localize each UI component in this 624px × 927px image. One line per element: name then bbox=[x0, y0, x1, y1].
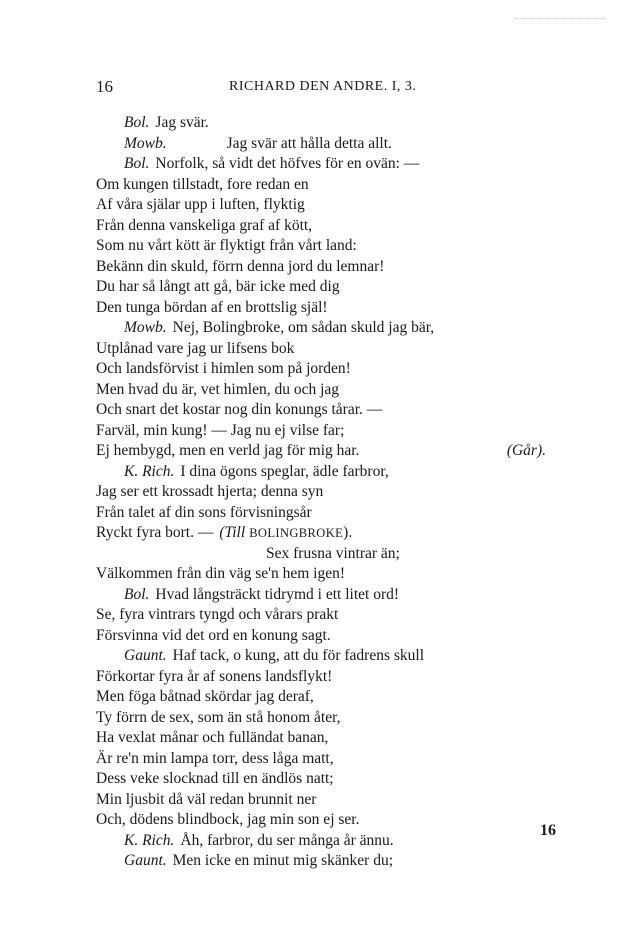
verse-line bbox=[96, 626, 542, 647]
speaker-name: Mowb. bbox=[124, 319, 167, 336]
verse-line bbox=[96, 605, 542, 626]
verse-line bbox=[96, 482, 542, 503]
verse-line bbox=[96, 134, 542, 155]
verse-line bbox=[96, 503, 542, 524]
line-text: Bekänn din skuld, förrn denna jord du lemnar! bbox=[96, 257, 385, 275]
verse-line bbox=[96, 257, 542, 278]
line-text: Farväl, min kung! — Jag nu ej vilse far; bbox=[96, 421, 345, 439]
line-text: I dina ögons speglar, ädle farbror, bbox=[180, 462, 389, 480]
speaker-name: K. Rich. bbox=[124, 462, 175, 480]
verse-line bbox=[96, 667, 542, 688]
verse-line bbox=[96, 236, 542, 257]
line-text: Om kungen tillstadt, fore redan en bbox=[96, 175, 309, 193]
line-text: Min ljusbit då väl redan brunnit ner bbox=[96, 790, 317, 808]
line-text: Välkommen från din väg se'n hem igen! bbox=[96, 565, 345, 582]
line-text: Men hvad du är, vet himlen, du och jag bbox=[96, 380, 340, 398]
speaker-name: Gaunt. bbox=[124, 647, 167, 664]
verse-line bbox=[96, 585, 542, 606]
verse-line bbox=[96, 523, 542, 544]
verse-line bbox=[96, 564, 542, 585]
line-text: Men föga båtnad skördar jag deraf, bbox=[96, 688, 314, 705]
line-text: Och snart det kostar nog din konungs tårar. — bbox=[96, 401, 383, 418]
verse-line bbox=[96, 687, 542, 708]
line-text: Från talet af din sons förvisningsår bbox=[96, 503, 312, 521]
line-text: Och landsförvist i himlen som på jorden! bbox=[96, 360, 351, 377]
line-text: Försvinna vid det ord en konung sagt. bbox=[96, 626, 331, 644]
line-text: Är re'n min lampa torr, dess låga matt, bbox=[96, 749, 334, 767]
verse-line bbox=[96, 400, 542, 421]
verse-line bbox=[96, 175, 542, 196]
verse-line bbox=[96, 769, 542, 790]
line-text: Jag svär att hålla detta allt. bbox=[226, 134, 392, 152]
verse-line bbox=[96, 318, 542, 339]
verse-line bbox=[96, 810, 542, 831]
line-text: Af våra själar upp i luften, flyktig bbox=[96, 196, 305, 213]
line-text: Sex frusna vintrar än; bbox=[266, 544, 400, 562]
page-header bbox=[96, 76, 452, 98]
verse-line bbox=[96, 441, 546, 462]
line-text: Du har så långt att gå, bär icke med dig bbox=[96, 278, 340, 295]
line-text: Dess veke slocknad till en ändlös natt; bbox=[96, 770, 334, 787]
verse-line bbox=[96, 646, 542, 667]
exit-stage-direction: (Går). bbox=[506, 442, 546, 459]
line-text: Åh, farbror, du ser många år ännu. bbox=[180, 831, 394, 849]
verse-line bbox=[96, 216, 542, 237]
line-text: Förkortar fyra år af sonens landsflykt! bbox=[96, 667, 333, 685]
verse-line bbox=[96, 339, 542, 360]
signature-mark: 16 bbox=[540, 822, 556, 839]
line-text: Hvad långsträckt tidrymd i ett litet ord! bbox=[155, 585, 400, 603]
verse-line bbox=[96, 277, 542, 298]
scan-speck bbox=[515, 18, 605, 21]
line-text: Från denna vanskeliga graf af kött, bbox=[96, 216, 313, 234]
speaker-name: Bol. bbox=[124, 114, 150, 131]
line-text: Utplånad vare jag ur lifsens bok bbox=[96, 339, 295, 357]
speaker-name: Mowb. bbox=[124, 134, 167, 152]
verse-line bbox=[96, 421, 542, 442]
verse-line bbox=[96, 298, 542, 319]
verse-line bbox=[96, 831, 542, 852]
line-text: Jag ser ett krossadt hjerta; denna syn bbox=[96, 483, 324, 500]
running-title: RICHARD DEN ANDRE. I, 3. bbox=[229, 79, 417, 94]
line-text: Ryckt fyra bort. — bbox=[96, 524, 214, 541]
stage-direction-end: ). bbox=[343, 524, 353, 541]
verse-line bbox=[96, 195, 542, 216]
stage-direction: (Till bbox=[219, 524, 246, 541]
verse-line bbox=[96, 380, 542, 401]
speaker-name: K. Rich. bbox=[124, 831, 175, 849]
verse-line bbox=[96, 462, 542, 483]
verse-line bbox=[96, 359, 542, 380]
verse-line bbox=[96, 708, 542, 729]
line-text: Som nu vårt kött är flyktigt från vårt land: bbox=[96, 237, 357, 254]
verse-text bbox=[96, 113, 546, 872]
line-text: Nej, Bolingbroke, om sådan skuld jag bär, bbox=[172, 319, 435, 336]
line-text: Jag svär. bbox=[155, 114, 209, 131]
verse-line bbox=[96, 113, 542, 134]
line-text: Haf tack, o kung, att du för fadrens skull bbox=[172, 647, 425, 664]
line-text: Ej hembygd, men en verld jag för mig har. bbox=[96, 442, 360, 459]
line-text: Den tunga bördan af en brottslig själ! bbox=[96, 298, 328, 316]
verse-line bbox=[96, 749, 542, 770]
line-text: Men icke en minut mig skänker du; bbox=[172, 852, 394, 869]
verse-line bbox=[96, 790, 542, 811]
line-text: Se, fyra vintrars tyngd och vårars prakt bbox=[96, 606, 339, 623]
page-number: 16 bbox=[96, 77, 113, 96]
stage-character-name: BOLINGBROKE bbox=[249, 526, 344, 540]
verse-line bbox=[96, 154, 542, 175]
line-text: Ty förrn de sex, som än stå honom åter, bbox=[96, 708, 341, 726]
line-text: Ha vexlat månar och fulländat banan, bbox=[96, 729, 329, 746]
speaker-name: Gaunt. bbox=[124, 852, 167, 869]
line-text: Norfolk, så vidt det höfves för en ovän: — bbox=[155, 155, 420, 172]
verse-line bbox=[96, 728, 542, 749]
speaker-name: Bol. bbox=[124, 155, 150, 172]
speaker-name: Bol. bbox=[124, 585, 150, 603]
line-text: Och, dödens blindbock, jag min son ej ser. bbox=[96, 811, 360, 828]
verse-line bbox=[96, 544, 542, 565]
verse-line bbox=[96, 851, 542, 872]
